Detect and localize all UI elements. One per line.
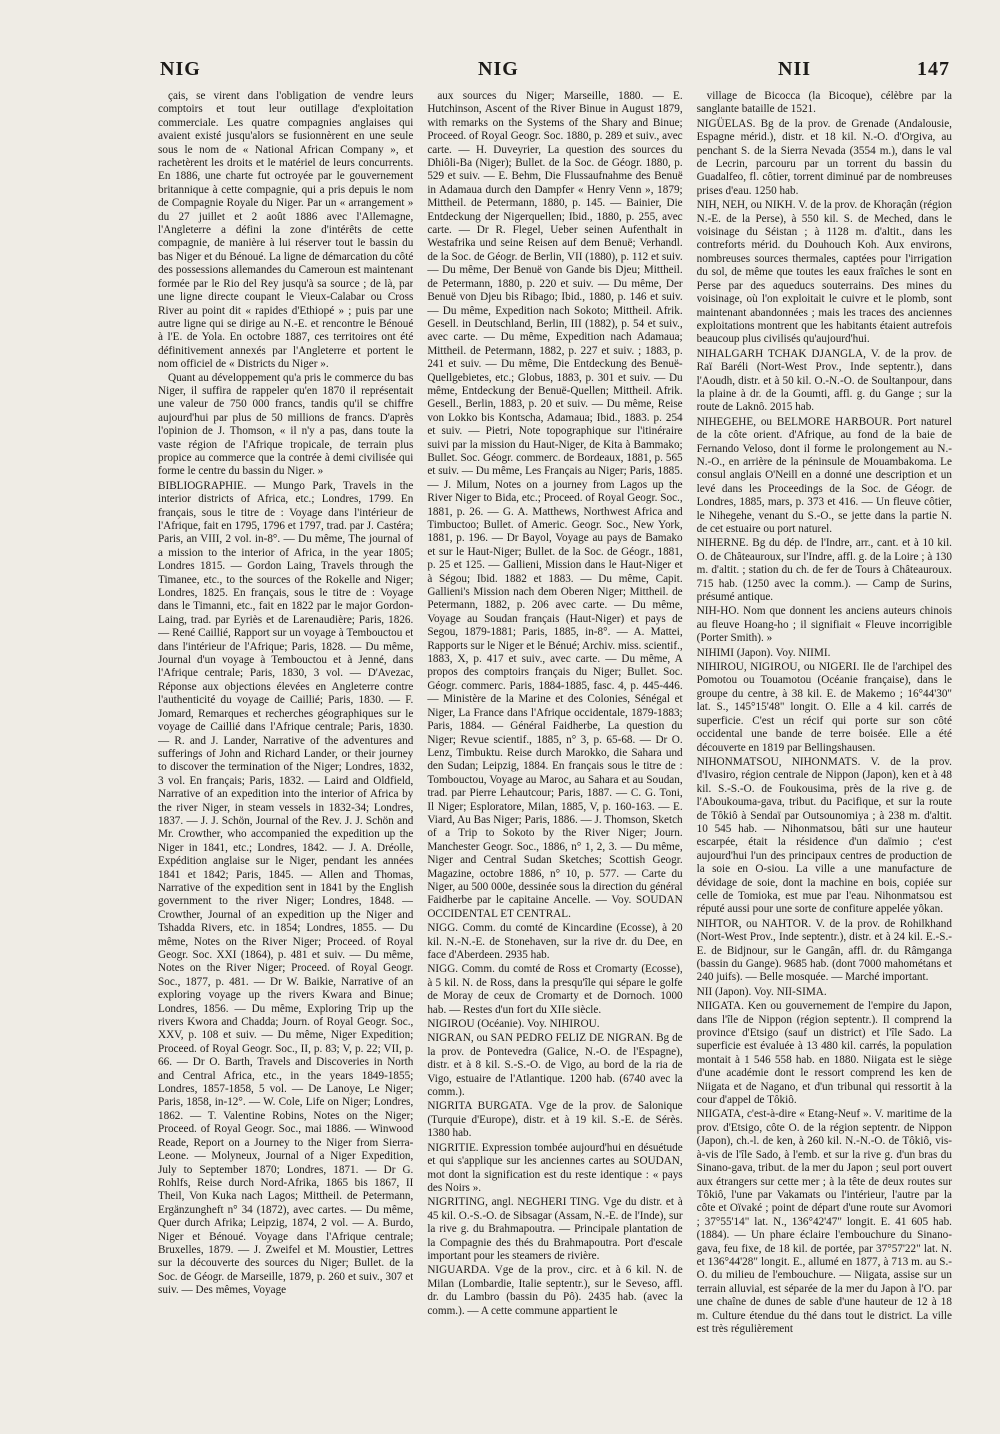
paragraph: NIHONMATSOU, NIHONMATS. V. de la prov. d'Ivasiro, région centrale de Nippon (Japon), ken et à 48 kil. S.-S.-O. de Foukousima, près de la rive g. de l'Aboukouma-gava, tribut. du Pacifique, et sur la route de Tôkiô à Sendaï par Outsounomiya ; à 238 m. d'altit. 10 545 hab. — Nihonmatsou, bâti sur une hauteur escarpée, était la résidence d'un daïmio ; c'est aujourd'hui l'un des principaux centres de production de la soie en O-siou. La ville a une manufacture de dévidage de soie, dont la machine en bois, copiée sur celle de Tomioka, est mue par l'eau. Nihonmatsou est réputé aussi pour une sorte de confiture appelée yôkan. bbox=[696, 755, 952, 916]
paragraph: NIH, NEH, ou NIKH. V. de la prov. de Khoraçân (région N.-E. de la Perse), à 550 kil. S. de Meched, dans le voisinage du Séistan ; à 1128 m. d'altit., dans les contreforts mérid. du Douhouch Koh. Aux environs, nombreuses sources thermales, captées pour l'irrigation du sol, de même que toutes les eaux fraîches le sont en Perse par des aqueducs souterrains. Des mines du voisinage, où l'on exploitait le cuivre et le plomb, sont maintenant abandonnées ; mais les traces des anciennes exploitations montrent que les habitants étaient autrefois beaucoup plus civilisés qu'aujourd'hui. bbox=[696, 199, 952, 346]
paragraph: NIIGATA. Ken ou gouvernement de l'empire du Japon, dans l'île de Nippon (région septentr.). Il comprend la province d'Etsigo (sauf un district) et l'île Sado. La superficie est évaluée à 13 480 kil. carrés, la population montait à 1 546 558 hab. en 1880. Niigata est le siège d'une académie dont le ressort comprend les ken de Niigata et de Nagano, et d'un tribunal qui ressortit à la cour d'appel de Tôkiô. bbox=[696, 1000, 952, 1107]
paragraph: Quant au développement qu'a pris le commerce du bas Niger, il suffira de rappeler qu'en 1870 il représentait une valeur de 750 000 francs, tandis qu'il se chiffre aujourd'hui par plus de 50 millions de francs. D'après l'opinion de J. Thomson, « il n'y a pas, dans toute la vaste région de l'Afrique tropicale, de terrain plus propice au commerce que la contrée à demi civilisée qui forme le centre du bassin du Niger. » bbox=[158, 371, 414, 478]
header-middle: NIG bbox=[478, 58, 519, 80]
paragraph: NIHIMI (Japon). Voy. NIIMI. bbox=[696, 646, 831, 659]
paragraph: NIHIROU, NIGIROU, ou NIGERI. Ile de l'archipel des Pomotou ou Touamotou (Océanie française), dans le groupe du centre, à 38 kil. E. de Makemo ; 16°44'30" lat. S., 145°15'48" longit. O. Elle a 4 kil. carrés de superficie. C'est un récif qui porte sur son côté occidental une bande de terre boisée. Elle a été découverte en 1819 par Bellingshausen. bbox=[696, 661, 952, 754]
paragraph: NIHEGEHE, ou BELMORE HARBOUR. Port naturel de la côte orient. d'Afrique, au fond de la baie de Fernando Veloso, dont il forme le prolongement au N.-N.-O., en arrière de la péninsule de Mouambakoma. Le consul anglais O'Neill en a donné une description et un levé dans les Proceedings de la Soc. de Géogr. de Londres, 1885, mars, p. 373 et 416. — Un fleuve côtier, le Nihegehe, venant du S.-O., se jette dans la partie N. de cet estuaire ou port naturel. bbox=[696, 415, 952, 535]
paragraph: NIHALGARH TCHAK DJANGLA, V. de la prov. de Raï Baréli (Nort-West Prov., Inde septentr.), dans l'Aoudh, distr. et à 50 kil. O.-N.-O. de Soultanpour, dans la plaine à dr. de la Goumti, affl. g. du Gange ; sur la route de Laknô. 2015 hab. bbox=[696, 347, 952, 414]
column-2 bbox=[427, 90, 682, 1414]
paragraph: NIGIROU (Océanie). Voy. NIHIROU. bbox=[427, 1018, 600, 1031]
header-right: NII bbox=[778, 58, 812, 80]
paragraph: NIHTOR, ou NAHTOR. V. de la prov. de Rohilkhand (Nort-West Prov., Inde septentr.), distr. et à 24 kil. E.-S.-E. de Bidjnour, sur le Gangân, affl. dr. du Râmganga (bassin du Gange). 9685 hab. (dont 7000 mahométans et 240 juifs). — Belle mosquée. — Marché important. bbox=[696, 917, 952, 984]
paragraph: BIBLIOGRAPHIE. — Mungo Park, Travels in the interior districts of Africa, etc.; Londres, 1799. En français, sous le titre de : Voyage dans l'intérieur de l'Afrique, fait en 1795, 1796 et 1797, trad. par J. Castéra; Paris, an VIII, 2 vol. in-8°. — Du même, The journal of a mission to the interior of Africa, in the year 1805; Londres 1815. — Gordon Laing, Travels through the Timanee, etc., to the sources of the Rokelle and Niger; Londres, 1825. En français, sous le titre de : Voyage dans le Timanni, etc., fait en 1822 par le major Gordon-Laing, trad. par Eyriès et de Larenaudière; Paris, 1826. — René Caillié, Rapport sur un voyage à Tembouctou et dans l'intérieur de l'Afrique; Paris, 1828. — Du même, Journal d'un voyage à Tembouctou et à Jenné, dans l'Afrique centrale; Paris, 1830, 3 vol. — D'Avezac, Réponse aux objections élevées en Angleterre contre l'authenticité du voyage de Caillié; Paris, 1830. — F. Jomard, Remarques et recherches géographiques sur le voyage de Caillié dans l'Afrique centrale; Paris, 1830. — R. and J. Lander, Narrative of the adventures and sufferings of John and Richard Lander, or their journey to discover the termination of the Niger; Londres, 1832, 3 vol. En français; Paris, 1832. — Laird and Oldfield, Narrative of an expedition into the interior of Africa by the river Niger, in steam vessels in 1832-34; Londres, 1837. — J. J. Schön, Journal of the Rev. J. J. Schön and Mr. Crowther, who accompanied the expedition up the Niger in 1841, etc.; Londres, 1842. — J. A. Dréolle, Expédition anglaise sur le Niger, pendant les années 1841 et 1842; Paris, 1845. — Allen and Thomas, Narrative of the expedition sent in 1841 by the English government to the river Niger; Londres, 1848. — Crowther, Journal of an expedition up the Niger and Tshadda Rivers, etc. in 1854; Londres, 1855. — Du même, Notes on the River Niger; Proceed. of Royal Geogr. Soc. XXI (1864), p. 481 et suiv. — Du même, Notes on the River Niger; Proceed. of Royal Geogr. Soc., 1877, p. 481. — Dr W. Baikie, Narrative of an exploring voyage up the rivers Kwara and Binue; Londres, 1856. — Du même, Exploring Trip up the rivers Kwora and Chadda; Journ. of Royal Geogr. Soc., XXV, p. 108 et suiv. — Du même, Niger Expedition; Proceed. of Royal Geogr. Soc., II, p. 83; V, p. 22; VII, p. 66. — Dr O. Barth, Travels and Discoveries in North and Central Africa, etc., in the years 1849-1855; Londres, 1857-1858, 5 vol. — De Lanoye, Le Niger; Paris, 1858, in-12°. — W. Cole, Life on Niger; Londres, 1862. — T. Valentine Robins, Notes on the Niger; Proceed. of Royal Geogr. Soc., mai 1886. — Winwood Reade, Report on a Journey to the Niger from Sierra-Leone. — Molyneux, Journal of a Niger Expedition, July to September 1870; Londres, 1871. — Dr G. Rohlfs, Reise durch Nord-Afrika, 1865 bis 1867, II Theil, Von Kuka nach Lagos; Mittheil. de Petermann, Ergänzungheft n° 34 (1872), avec cartes. — Du même, Quer durch Afrika; Leipzig, 1874, 2 vol. — A. Burdo, Niger et Bénoué. Voyage dans l'Afrique centrale; Bruxelles, 1879. — J. Zweifel et M. Moustier, Lettres sur la découverte des sources du Niger; Bullet. de la Soc. de Géogr. de Marseille, 1879, p. 260 et suiv., 307 et suiv. — Des mêmes, Voyage bbox=[158, 479, 414, 1297]
paragraph: NIGG. Comm. du comté de Ross et Cromarty (Ecosse), à 5 kil. N. de Ross, dans la presqu'île qui sépare le golfe de Moray de ceux de Cromarty et de Dornoch. 1000 hab. — Restes d'un fort du XIIe siècle. bbox=[427, 963, 683, 1016]
paragraph: NIHERNE. Bg du dép. de l'Indre, arr., cant. et à 10 kil. O. de Châteauroux, sur l'Indre, affl. g. de la Loire ; à 130 m. d'altit. ; station du ch. de fer de Tours à Châteauroux. 715 hab. (1250 avec la comm.). — Camp de Surins, présumé antique. bbox=[696, 537, 952, 604]
paragraph: NIGRAN, ou SAN PEDRO FELIZ DE NIGRAN. Bg de la prov. de Pontevedra (Galice, N.-O. de l'Espagne), distr. et à 8 kil. S.-S.-O. de Vigo, au bord de la ria de Vigo, estuaire de l'Atlantique. 1200 hab. (6740 avec la comm.). bbox=[427, 1032, 683, 1099]
paragraph: NIGRITA BURGATA. Vge de la prov. de Salonique (Turquie d'Europe), distr. et à 19 kil. S.-E. de Sérès. 1380 hab. bbox=[427, 1100, 683, 1140]
column-1 bbox=[158, 90, 413, 1414]
paragraph: NIGRITIE. Expression tombée aujourd'hui en désuétude et qui s'applique sur les anciennes cartes au SOUDAN, mot dont la signification est du reste identique : « pays des Noirs ». bbox=[427, 1141, 683, 1194]
paragraph: NII (Japon). Voy. NII-SIMA. bbox=[696, 985, 827, 998]
page-number: 147 bbox=[917, 58, 950, 80]
paragraph: NIGÜELAS. Bg de la prov. de Grenade (Andalousie, Espagne mérid.), distr. et 18 kil. N.-O. d'Orgiva, au penchant S. de la Sierra Nevada (3554 m.), dans le val de Lecrin, parcouru par un torrent du bassin du Guadalfeo, fl. côtier, torrent diminué par de nombreuses prises d'eau. 1250 hab. bbox=[696, 117, 952, 197]
header-left: NIG bbox=[160, 58, 201, 80]
paragraph: aux sources du Niger; Marseille, 1880. — E. Hutchinson, Ascent of the River Binue in August 1879, with remarks on the Systems of the Shary and Binue; Proceed. of Royal Geogr. Soc. 1880, p. 289 et suiv., avec carte. — H. Duveyrier, La question des sources du Dhiôli-Ba (Niger); Bullet. de la Soc. de Géogr. 1880, p. 529 et suiv. — E. Behm, Die Flussaufnahme des Benuë in Adamaua durch den Dampfer « Henry Venn », 1879; Mittheil. de Petermann, 1880, p. 145. — Bainier, Die Entdeckung der Nigerquellen; Ibid., 1880, p. 255, avec carte. — Dr R. Flegel, Ueber seinen Aufenthalt in Westafrika und seine Reisen auf dem Benuë; Verhandl. de la Soc. de Géogr. de Berlin, VII (1880), p. 112 et suiv. — Du même, Der Benuë von Gande bis Djeu; Mittheil. de Petermann, 1880, p. 220 et suiv. — Du même, Der Benuë von Djeu bis Ribago; Ibid., 1880, p. 146 et suiv. — Du même, Expedition nach Sokoto; Mittheil. Afrik. Gesell. in Deutschland, Berlin, III (1882), p. 54 et suiv., avec carte. — Du même, Expedition nach Adamaua; Mittheil. de Petermann, 1882, p. 227 et suiv. ; 1883, p. 241 et suiv. — Du même, Die Entdeckung des Benuë-Quellgebietes, etc.; Globus, 1883, p. 301 et suiv. — Du même, Entdeckung der Benuë-Quellen; Mittheil. Afrik. Gesell., Berlin, 1883, p. 20 et suiv. — Du même, Reise von Lokko bis Kontscha, Adamaua; Ibid., 1883. p. 254 et suiv. — Pietri, Note topographique sur l'itinéraire suivi par la mission du Haut-Niger, de Kita à Bammako; Bullet. Soc. Géogr. commerc. de Bordeaux, 1881, p. 565 et suiv. — Du même, Les Français au Niger; Paris, 1885. — J. Milum, Notes on a journey from Lagos up the River Niger to Bida, etc.; Proceed. of Royal Geogr. Soc., 1881, p. 26. — G. A. Matthews, Northwest Africa and Timbuctoo; Bullet. of Americ. Geogr. Soc., New York, 1881, p. 196. — Dr Bayol, Voyage au pays de Bamako et sur le Haut-Niger; Bullet. de la Soc. de Géogr., 1881, p. 25 et 125. — Gallieni, Mission dans le Haut-Niger et à Ségou; Ibid. 1882 et 1883. — Du même, Capit. Gallieni's Mission nach dem Oberen Niger; Mittheil. de Petermann, 1882, p. 206 avec carte. — Du même, Voyage au Soudan français (Haut-Niger) et pays de Segou, 1879-1881; Paris, 1885, in-8°. — A. Mattei, Rapports sur le Niger et le Bénué; Archiv. miss. scientif., 1883, X, p. 417 et suiv., avec carte. — Du même, A propos des comptoirs français du Niger; Bullet. Soc. Géogr. commerc. Paris, 1884-1885, fasc. 4, p. 445-446. — Ministère de la Marine et des Colonies, Sénégal et Niger, La France dans l'Afrique occidentale, 1879-1883; Paris, 1884. — Général Faidherbe, La question du Niger; Revue scientif., 1885, n° 3, p. 65-68. — Dr O. Lenz, Timbuktu. Reise durch Marokko, die Sahara und den Sudan; Leipzig, 1884. En français sous le titre de : Tombouctou, Voyage au Maroc, au Sahara et au Soudan, trad. par Pierre Lehautcour; Paris, 1887. — C. G. Toni, Il Niger; Esploratore, Milan, 1885, V, p. 160-163. — E. Viard, Au Bas Niger; Paris, 1886. — J. Thomson, Sketch of a Trip to Sokoto by the River Niger; Journ. Manchester Geogr. Soc., 1886, n° 1, 2, 3. — Du même, Niger and Central Sudan Sketches; Scottish Geogr. Magazine, octobre 1886, n° 10, p. 577. — Carte du Niger, au 500 000e, dessinée sous la direction du général Faidherbe par le capitaine Ancelle. — Voy. SOUDAN OCCIDENTAL ET CENTRAL. bbox=[427, 90, 683, 920]
paragraph: NIH-HO. Nom que donnent les anciens auteurs chinois au fleuve Hoang-ho ; il signifiait « Fleuve incorrigible (Porter Smith). » bbox=[696, 605, 952, 645]
paragraph: village de Bicocca (la Bicoque), célèbre par la sanglante bataille de 1521. bbox=[696, 90, 952, 116]
text-columns bbox=[158, 90, 952, 1414]
paragraph: NIGUARDA. Vge de la prov., circ. et à 6 kil. N. de Milan (Lombardie, Italie septentr.), sur le Seveso, affl. dr. du Lambro (bassin du Pô). 2435 hab. (avec la comm.). — A cette commune appartient le bbox=[427, 1264, 683, 1317]
paragraph: NIIGATA, c'est-à-dire « Etang-Neuf ». V. maritime de la prov. d'Etsigo, côte O. de la région septentr. de Nippon (Japon), ch.-l. de ken, à 260 kil. N.-N.-O. de Tôkiô, vis-à-vis de l'île Sado, à l'emb. et sur la rive g. d'un bras du Sinano-gava, tribut. de la mer du Japon ; seul port ouvert aux étrangers sur cette mer ; à la tête de deux routes sur Tôkiô, l'une par Vakamats ou l'intérieur, l'autre par la côte et Oïvaké ; point de départ d'une route sur Avomori ; 37°55'14" lat. N., 136°42'47" longit. E. 41 605 hab. (1884). — Un phare éclaire l'embouchure du Sinano-gava, feu fixe, de 18 kil. de portée, par 37°57'22" lat. N. et 136°44'28" longit. E., allumé en 1877, à 713 m. au S.-O. du milieu de l'embouchure. — Niigata, assise sur un terrain alluvial, est séparée de la mer du Japon à l'O. par une chaîne de dunes de sable d'une hauteur de 12 à 18 m. Culture étendue du thé dans tout le district. La ville est très régulièrement bbox=[696, 1108, 952, 1335]
paragraph: NIGRITING, angl. NEGHERI TING. Vge du distr. et à 45 kil. O.-S.-O. de Sibsagar (Assam, N.-E. de l'Inde), sur la rive g. du Brahmapoutra. — Principale plantation de la Compagnie des thés du Brahmapoutra. Port d'escale important pour les steamers de rivière. bbox=[427, 1196, 683, 1262]
paragraph: çais, se virent dans l'obligation de vendre leurs comptoirs et tout leur outillage d'exploitation commerciale. Les quatre compagnies anglaises qui avaient existé jusqu'alors se fusionnèrent en une seule sous le nom de « National African Company », et rachetèrent les droits et le matériel de leurs concurrents. En 1886, une charte fut octroyée par le gouvernement britannique à cette compagnie, qui a pris depuis le nom de Compagnie Royale du Niger. Par un « arrangement » du 27 juillet et 2 août 1886 avec l'Allemagne, l'Angleterre a défini la zone d'intérêts de cette compagnie, de manière à lui réserver tout le bassin du bas Niger et du Bénoué. La ligne de démarcation du côté des possessions allemandes du Cameroun est maintenant formée par le Rio del Rey jusqu'à sa source ; de là, par une ligne directe coupant le Vieux-Calabar ou Cross River au point dit « rapides d'Ethiopé » ; puis par une autre ligne qui se dirige au N.-E. et rencontre le Bénoué à l'E. de Yola. En octobre 1887, ces territoires ont été définitivement annexés par l'Angleterre et portent le nom officiel de « Districts du Niger ». bbox=[158, 90, 414, 371]
column-3 bbox=[697, 90, 952, 1414]
paragraph: NIGG. Comm. du comté de Kincardine (Ecosse), à 20 kil. N.-N.-E. de Stonehaven, sur la rive dr. du Dee, en face d'Aberdeen. 2935 hab. bbox=[427, 922, 683, 961]
